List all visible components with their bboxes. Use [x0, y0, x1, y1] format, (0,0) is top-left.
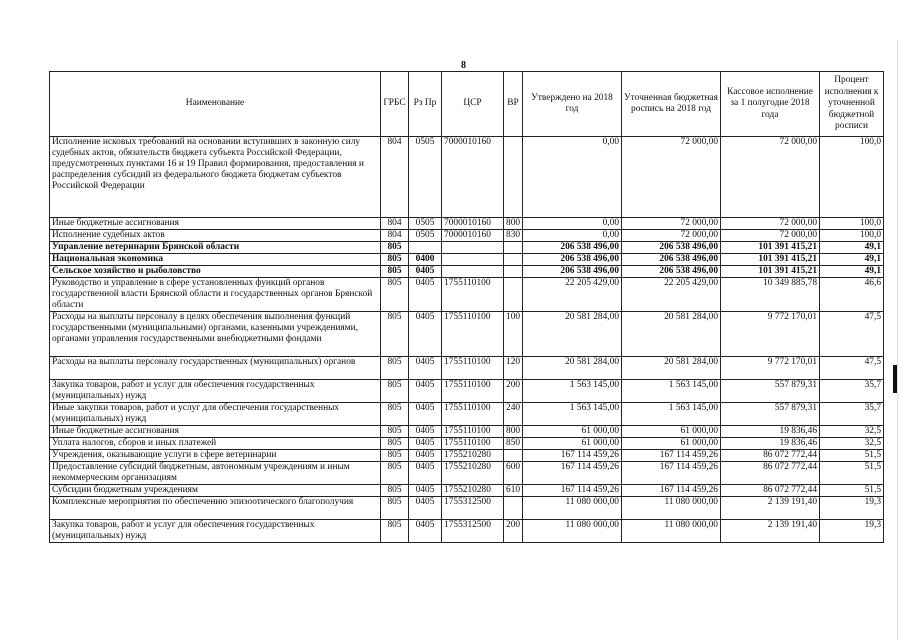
cell-cash: 557 879,31: [721, 380, 820, 403]
cell-grbs: 805: [381, 438, 409, 450]
table-row: [50, 137, 884, 218]
cell-refined: 72 000,00: [622, 230, 721, 242]
budget-execution-table: [49, 71, 884, 543]
cell-name: Предоставление субсидий бюджетным, автономным учреждениям и иным некоммерческим организациям: [50, 462, 381, 485]
cell-grbs: 805: [381, 520, 409, 543]
header-approved: Утверждено на 2018 год: [523, 72, 622, 137]
cell-csr: 1755210280: [442, 485, 504, 497]
cell-name: Исполнение исковых требований на основании вступивших в законную силу судебных актов, обязательств бюджета субъекта Российской Федерации, предусмотренных пунктами 16 и 19 Правил формирования, предоставления и распределения субсидий из федерального бюджета бюджетам субъектов Российской Федерации: [50, 137, 381, 218]
cell-cash: 2 139 191,40: [721, 497, 820, 520]
cell-grbs: 805: [381, 380, 409, 403]
cell-grbs: 805: [381, 266, 409, 278]
cell-percent: 100,0: [820, 218, 884, 230]
cell-vr: 800: [504, 426, 523, 438]
cell-cash: 72 000,00: [721, 230, 820, 242]
cell-approved: 206 538 496,00: [523, 254, 622, 266]
cell-cash: 72 000,00: [721, 218, 820, 230]
cell-vr: [504, 266, 523, 278]
cell-csr: 7000010160: [442, 137, 504, 218]
header-name: Наименование: [50, 72, 381, 137]
cell-grbs: 805: [381, 485, 409, 497]
cell-refined: 72 000,00: [622, 137, 721, 218]
cell-percent: 49,1: [820, 266, 884, 278]
cell-grbs: 804: [381, 230, 409, 242]
page-number: 8: [461, 60, 466, 71]
cell-approved: 11 080 000,00: [523, 497, 622, 520]
cell-grbs: 805: [381, 242, 409, 254]
cell-refined: 11 080 000,00: [622, 497, 721, 520]
cell-approved: 0,00: [523, 230, 622, 242]
cell-grbs: 805: [381, 278, 409, 312]
cell-rzpr: 0405: [409, 312, 442, 357]
cell-rzpr: 0405: [409, 497, 442, 520]
cell-grbs: 804: [381, 218, 409, 230]
cell-csr: 1755110100: [442, 380, 504, 403]
cell-cash: 86 072 772,44: [721, 450, 820, 462]
cell-cash: 101 391 415,21: [721, 266, 820, 278]
cell-approved: 167 114 459,26: [523, 450, 622, 462]
cell-rzpr: 0505: [409, 218, 442, 230]
cell-approved: 0,00: [523, 137, 622, 218]
cell-percent: 51,5: [820, 462, 884, 485]
cell-rzpr: 0405: [409, 462, 442, 485]
cell-cash: 19 836,46: [721, 426, 820, 438]
cell-name: Сельское хозяйство и рыболовство: [50, 266, 381, 278]
cell-vr: 200: [504, 380, 523, 403]
table-row: [50, 450, 884, 462]
table-row: [50, 380, 884, 403]
cell-vr: [504, 497, 523, 520]
cell-grbs: 804: [381, 137, 409, 218]
header-rzpr: Рз Пр: [409, 72, 442, 137]
cell-rzpr: 0405: [409, 438, 442, 450]
cell-percent: 51,5: [820, 485, 884, 497]
header-vr: ВР: [504, 72, 523, 137]
table-row: [50, 312, 884, 357]
cell-name: Учреждения, оказывающие услуги в сфере ветеринарии: [50, 450, 381, 462]
cell-percent: 46,6: [820, 278, 884, 312]
cell-grbs: 805: [381, 462, 409, 485]
cell-cash: 101 391 415,21: [721, 254, 820, 266]
cell-percent: 19,3: [820, 497, 884, 520]
cell-refined: 206 538 496,00: [622, 266, 721, 278]
cell-vr: 850: [504, 438, 523, 450]
cell-name: Иные бюджетные ассигнования: [50, 218, 381, 230]
cell-rzpr: 0405: [409, 520, 442, 543]
cell-csr: 1755110100: [442, 278, 504, 312]
header-cash: Кассовое исполнение за 1 полугодие 2018 года: [721, 72, 820, 137]
cell-name: Уплата налогов, сборов и иных платежей: [50, 438, 381, 450]
cell-refined: 61 000,00: [622, 426, 721, 438]
cell-csr: 1755110100: [442, 403, 504, 426]
cell-percent: 49,1: [820, 254, 884, 266]
cell-refined: 1 563 145,00: [622, 403, 721, 426]
cell-vr: 800: [504, 218, 523, 230]
cell-vr: [504, 242, 523, 254]
cell-cash: 2 139 191,40: [721, 520, 820, 543]
cell-csr: [442, 242, 504, 254]
cell-approved: 1 563 145,00: [523, 380, 622, 403]
cell-grbs: 805: [381, 254, 409, 266]
cell-rzpr: 0405: [409, 450, 442, 462]
cell-cash: 9 772 170,01: [721, 312, 820, 357]
cell-csr: 1755312500: [442, 497, 504, 520]
cell-csr: 1755110100: [442, 357, 504, 380]
cell-refined: 1 563 145,00: [622, 380, 721, 403]
cell-csr: 1755110100: [442, 438, 504, 450]
cell-grbs: 805: [381, 450, 409, 462]
header-refined: Уточненная бюджетная роспись на 2018 год: [622, 72, 721, 137]
cell-vr: 610: [504, 485, 523, 497]
cell-refined: 167 114 459,26: [622, 485, 721, 497]
cell-csr: 1755110100: [442, 312, 504, 357]
cell-grbs: 805: [381, 403, 409, 426]
table-row: [50, 497, 884, 520]
header-grbs: ГРБС: [381, 72, 409, 137]
cell-rzpr: [409, 242, 442, 254]
cell-vr: 200: [504, 520, 523, 543]
table-row: [50, 462, 884, 485]
cell-percent: 32,5: [820, 438, 884, 450]
cell-vr: [504, 254, 523, 266]
cell-cash: 86 072 772,44: [721, 485, 820, 497]
cell-grbs: 805: [381, 497, 409, 520]
cell-name: Иные бюджетные ассигнования: [50, 426, 381, 438]
cell-name: Руководство и управление в сфере установленных функций органов государственной власти Брянской области и государственных органов Брянской области: [50, 278, 381, 312]
cell-percent: 47,5: [820, 357, 884, 380]
cell-vr: 100: [504, 312, 523, 357]
cell-vr: [504, 137, 523, 218]
cell-cash: 72 000,00: [721, 137, 820, 218]
table-row: [50, 357, 884, 380]
cell-grbs: 805: [381, 357, 409, 380]
table-row: [50, 266, 884, 278]
cell-refined: 20 581 284,00: [622, 312, 721, 357]
cell-refined: 22 205 429,00: [622, 278, 721, 312]
cell-cash: 557 879,31: [721, 403, 820, 426]
cell-approved: 20 581 284,00: [523, 357, 622, 380]
cell-rzpr: 0505: [409, 137, 442, 218]
cell-cash: 86 072 772,44: [721, 462, 820, 485]
cell-approved: 167 114 459,26: [523, 485, 622, 497]
cell-rzpr: 0405: [409, 357, 442, 380]
table-row: [50, 485, 884, 497]
cell-grbs: 805: [381, 426, 409, 438]
table-row: [50, 218, 884, 230]
cell-percent: 49,1: [820, 242, 884, 254]
table-header-row: [50, 72, 884, 137]
cell-name: Закупка товаров, работ и услуг для обеспечения государственных (муниципальных) нужд: [50, 380, 381, 403]
table-row: [50, 254, 884, 266]
cell-name: Субсидии бюджетным учреждениям: [50, 485, 381, 497]
cell-percent: 100,0: [820, 230, 884, 242]
cell-refined: 61 000,00: [622, 438, 721, 450]
cell-rzpr: 0405: [409, 278, 442, 312]
cell-percent: 47,5: [820, 312, 884, 357]
cell-vr: 120: [504, 357, 523, 380]
table-row: [50, 520, 884, 543]
scan-edge-mark: [893, 365, 897, 393]
header-percent: Процент исполнения к уточненной бюджетной росписи: [820, 72, 884, 137]
cell-name: Комплексные мероприятия по обеспечению эпизоотического благополучия: [50, 497, 381, 520]
cell-approved: 61 000,00: [523, 426, 622, 438]
cell-name: Управление ветеринарии Брянской области: [50, 242, 381, 254]
cell-percent: 51,5: [820, 450, 884, 462]
table-row: [50, 230, 884, 242]
cell-approved: 0,00: [523, 218, 622, 230]
cell-csr: 7000010160: [442, 218, 504, 230]
cell-vr: [504, 450, 523, 462]
cell-rzpr: 0405: [409, 403, 442, 426]
cell-name: Иные закупки товаров, работ и услуг для обеспечения государственных (муниципальных) нужд: [50, 403, 381, 426]
cell-approved: 1 563 145,00: [523, 403, 622, 426]
cell-rzpr: 0405: [409, 426, 442, 438]
table-row: [50, 242, 884, 254]
cell-percent: 35,7: [820, 380, 884, 403]
table-row: [50, 438, 884, 450]
cell-rzpr: 0405: [409, 266, 442, 278]
cell-rzpr: 0400: [409, 254, 442, 266]
cell-csr: [442, 254, 504, 266]
cell-vr: 830: [504, 230, 523, 242]
table-row: [50, 426, 884, 438]
cell-refined: 167 114 459,26: [622, 462, 721, 485]
header-csr: ЦСР: [442, 72, 504, 137]
scan-edge-line: [897, 40, 898, 640]
cell-name: Закупка товаров, работ и услуг для обеспечения государственных (муниципальных) нужд: [50, 520, 381, 543]
cell-vr: 600: [504, 462, 523, 485]
cell-csr: 1755210280: [442, 462, 504, 485]
cell-refined: 20 581 284,00: [622, 357, 721, 380]
cell-percent: 32,5: [820, 426, 884, 438]
cell-vr: [504, 278, 523, 312]
cell-rzpr: 0505: [409, 230, 442, 242]
cell-name: Расходы на выплаты персоналу государственных (муниципальных) органов: [50, 357, 381, 380]
cell-refined: 167 114 459,26: [622, 450, 721, 462]
cell-cash: 10 349 885,78: [721, 278, 820, 312]
cell-grbs: 805: [381, 312, 409, 357]
cell-name: Национальная экономика: [50, 254, 381, 266]
cell-csr: 7000010160: [442, 230, 504, 242]
cell-refined: 206 538 496,00: [622, 242, 721, 254]
cell-approved: 206 538 496,00: [523, 242, 622, 254]
cell-csr: [442, 266, 504, 278]
cell-approved: 206 538 496,00: [523, 266, 622, 278]
cell-percent: 100,0: [820, 137, 884, 218]
cell-cash: 101 391 415,21: [721, 242, 820, 254]
cell-csr: 1755110100: [442, 426, 504, 438]
cell-refined: 11 080 000,00: [622, 520, 721, 543]
cell-name: Исполнение судебных актов: [50, 230, 381, 242]
cell-name: Расходы на выплаты персоналу в целях обеспечения выполнения функций государственными (муниципальными) органами, казенными учреждениями, органами управления государственными внебюджетными фондами: [50, 312, 381, 357]
cell-refined: 206 538 496,00: [622, 254, 721, 266]
cell-refined: 72 000,00: [622, 218, 721, 230]
cell-approved: 61 000,00: [523, 438, 622, 450]
cell-approved: 167 114 459,26: [523, 462, 622, 485]
cell-approved: 20 581 284,00: [523, 312, 622, 357]
table-row: [50, 278, 884, 312]
cell-percent: 19,3: [820, 520, 884, 543]
cell-cash: 9 772 170,01: [721, 357, 820, 380]
cell-csr: 1755312500: [442, 520, 504, 543]
cell-approved: 22 205 429,00: [523, 278, 622, 312]
cell-rzpr: 0405: [409, 380, 442, 403]
cell-approved: 11 080 000,00: [523, 520, 622, 543]
cell-rzpr: 0405: [409, 485, 442, 497]
cell-percent: 35,7: [820, 403, 884, 426]
cell-vr: 240: [504, 403, 523, 426]
cell-cash: 19 836,46: [721, 438, 820, 450]
cell-csr: 1755210280: [442, 450, 504, 462]
table-row: [50, 403, 884, 426]
